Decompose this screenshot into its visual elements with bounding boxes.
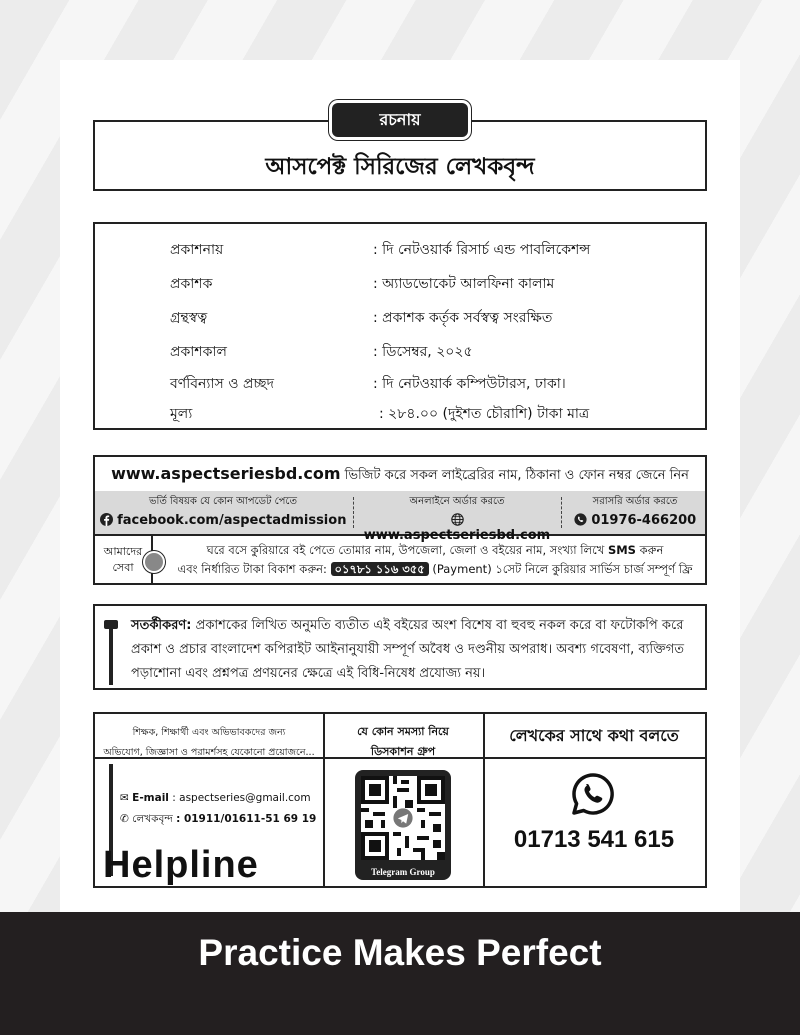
phone-label: লেখকবৃন্দ bbox=[132, 813, 173, 825]
divider bbox=[353, 497, 355, 528]
discussion-header-line2: ডিসকাশন গ্রুপ bbox=[370, 745, 436, 758]
info-value: : প্রকাশক কর্তৃক সর্বস্বত্ব সংরক্ষিত bbox=[373, 310, 553, 326]
direct-order-phone[interactable]: 01976-466200 bbox=[591, 513, 697, 528]
copyright-warning bbox=[93, 604, 707, 690]
info-key: প্রকাশনায় bbox=[170, 242, 224, 258]
info-key: বর্ণবিন্যাস ও প্রচ্ছদ bbox=[170, 376, 275, 392]
bkash-number: ০১৭৮১ ১১৬ ৩৫৫ bbox=[331, 562, 429, 576]
facebook-icon bbox=[100, 513, 118, 528]
service-icon bbox=[143, 551, 165, 573]
courier-text-1a: ঘরে বসে কুরিয়ারে বই পেতে তোমার নাম, উপজেলা, জেলা ও বইয়ের নাম, সংখ্যা লিখে bbox=[206, 543, 605, 557]
info-value: : দি নেটওয়ার্ক রিসার্চ এন্ড পাবলিকেশন্স bbox=[373, 242, 591, 258]
info-key: প্রকাশকাল bbox=[170, 344, 227, 360]
sms-label: SMS bbox=[607, 543, 636, 557]
direct-order-cell bbox=[565, 491, 705, 534]
website-link[interactable]: www.aspectseriesbd.com bbox=[111, 464, 341, 483]
contact-strip bbox=[95, 491, 705, 543]
email-label: E-mail bbox=[132, 792, 169, 804]
phone-numbers[interactable]: : 01911/01611-51 69 19 bbox=[176, 813, 317, 825]
info-key: প্রকাশক bbox=[170, 276, 213, 292]
service-row bbox=[95, 536, 705, 585]
courier-text-1b: করুন bbox=[639, 543, 664, 557]
telegram-qr-card[interactable] bbox=[355, 770, 451, 880]
author-contact-header bbox=[483, 714, 705, 759]
our-service-line1: আমাদের bbox=[103, 545, 143, 558]
online-order-link[interactable]: www.aspectseriesbd.com bbox=[363, 528, 551, 543]
author-badge: রচনায় bbox=[332, 103, 468, 137]
courier-text-2b: (Payment) ১সেট নিলে কুরিয়ার সার্ভিস চার্জ সম্পূর্ণ ফ্রি bbox=[432, 562, 693, 576]
warning-label: সতর্কীকরণ: bbox=[131, 618, 192, 633]
author-contact-heading: লেখকের সাথে কথা বলতে bbox=[509, 726, 679, 745]
info-row bbox=[95, 402, 705, 436]
facebook-caption: ভর্তি বিষয়ক যে কোন আপডেট পেতে bbox=[149, 496, 297, 507]
info-row bbox=[95, 272, 705, 306]
website-note: ভিজিট করে সকল লাইব্রেরির নাম, ঠিকানা ও ফোন নম্বর জেনে নিন bbox=[344, 468, 689, 483]
courier-info bbox=[165, 541, 705, 579]
online-order-cell bbox=[357, 491, 557, 543]
mail-icon: ✉ bbox=[120, 792, 129, 804]
info-value: : দি নেটওয়ার্ক কম্পিউটারস, ঢাকা। bbox=[373, 376, 566, 392]
facebook-cell bbox=[95, 491, 351, 534]
helpline-title: Helpline bbox=[103, 844, 259, 886]
info-value: : ২৮৪.০০ (দুইশত চৌরাশি) টাকা মাত্র bbox=[379, 406, 590, 422]
phone-line bbox=[120, 812, 316, 829]
divider bbox=[561, 497, 563, 528]
helpline-block bbox=[93, 712, 707, 888]
info-value: : অ্যাডভোকেট আলফিনা কালাম bbox=[373, 276, 555, 292]
author-contact-column bbox=[483, 714, 705, 886]
info-row bbox=[95, 306, 705, 340]
courier-text-2a: এবং নির্ধারিত টাকা বিকাশ করুন: bbox=[177, 562, 327, 576]
footer-slogan: Practice Makes Perfect bbox=[198, 932, 602, 973]
whatsapp-icon bbox=[574, 513, 592, 528]
helpline-header-line2: অভিযোগ, জিজ্ঞাসা ও পরামর্শসহ যেকোনো প্রয়োজনে... bbox=[103, 747, 315, 758]
qr-code bbox=[361, 776, 445, 860]
email-line bbox=[120, 792, 311, 804]
helpline-column bbox=[95, 714, 325, 886]
phone-icon: ✆ bbox=[120, 813, 129, 825]
info-row bbox=[95, 372, 705, 406]
online-order-caption: অনলাইনে অর্ডার করতে bbox=[409, 496, 505, 507]
page-sheet bbox=[60, 60, 740, 912]
website-block bbox=[93, 455, 707, 585]
info-value: : ডিসেম্বর, ২০২৫ bbox=[373, 344, 473, 360]
email-address[interactable]: : aspectseries@gmail.com bbox=[172, 792, 311, 804]
discussion-header-line1: যে কোন সমস্যা নিয়ে bbox=[357, 725, 449, 738]
warning-body: প্রকাশকের লিখিত অনুমতি ব্যতীত এই বইয়ের অংশ বিশেষ বা হুবহু নকল করে বা ফটোকপি করে প্রকাশ ও প্রচার বাংলাদেশ কপিরাইট আইনানুযায়ী সম্পূর্ণ অবৈধ ও দণ্ডনীয় অপরাধ। অবশ্য গবেষণা, ব্যক্তিগত পড়াশোনা এবং প্রশ্নপত্র প্রণয়নের ক্ষেত্রে এই বিধি-নিষেধ প্রযোজ্য নয়। bbox=[131, 618, 684, 681]
facebook-link[interactable]: facebook.com/aspectadmission bbox=[117, 513, 347, 528]
globe-icon bbox=[451, 513, 464, 528]
author-title: আসপেক্ট সিরিজের লেখকবৃন্দ bbox=[265, 154, 535, 180]
info-key: গ্রন্থস্বত্ব bbox=[170, 310, 208, 326]
footer-banner bbox=[0, 912, 800, 1035]
helpline-header bbox=[95, 714, 323, 759]
discussion-column bbox=[323, 714, 485, 886]
discussion-header bbox=[323, 714, 483, 759]
our-service-line2: সেবা bbox=[112, 561, 134, 574]
helpline-header-line1: শিক্ষক, শিক্ষার্থী এবং অভিভাবকদের জন্য bbox=[132, 727, 286, 738]
author-phone[interactable]: 01713 541 615 bbox=[513, 826, 675, 853]
direct-order-caption: সরাসরি অর্ডার করতে bbox=[592, 496, 678, 507]
info-row bbox=[95, 340, 705, 374]
lamp-icon bbox=[104, 614, 118, 688]
whatsapp-icon bbox=[571, 772, 615, 816]
qr-label: Telegram Group bbox=[371, 867, 435, 877]
info-row bbox=[95, 238, 705, 272]
info-key: মূল্য bbox=[170, 406, 193, 422]
publication-info-table bbox=[93, 222, 707, 430]
website-line bbox=[95, 457, 705, 493]
warning-text bbox=[131, 614, 697, 686]
